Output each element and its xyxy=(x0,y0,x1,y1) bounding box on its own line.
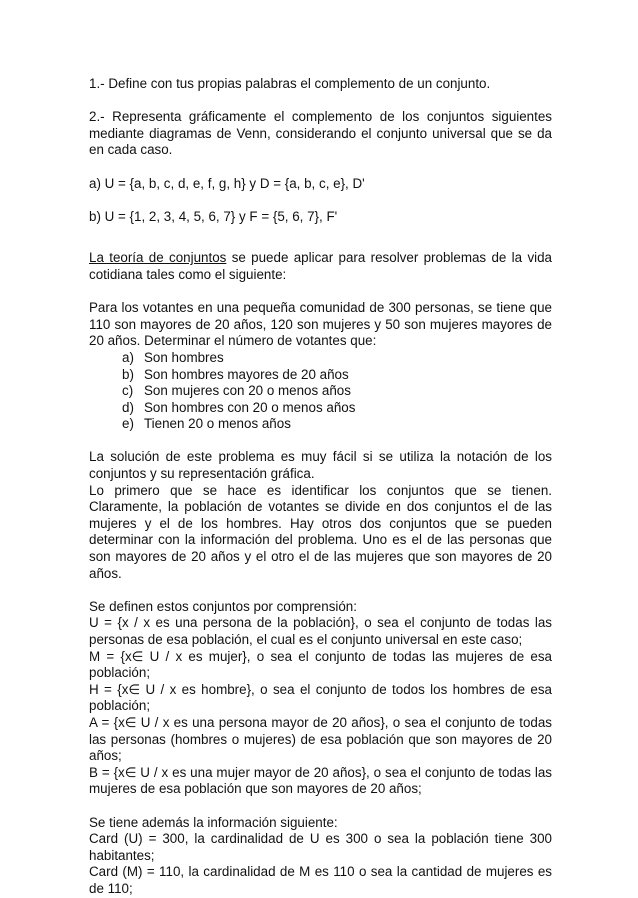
question-1: 1.- Define con tus propias palabras el complemento de un conjunto. xyxy=(89,76,491,91)
definitions-intro: Se definen estos conjuntos por comprensión: xyxy=(89,598,357,614)
card-m: Card (M) = 110, la cardinalidad de M es 110 o sea la cantidad de mujeres es de 110; xyxy=(89,864,552,896)
problem-statement: Para los votantes en una pequeña comunidad de 300 personas, se tiene que 110 son mayores de 20 años, 120 son mujeres y 50 son mujeres mayores de 20 años. Determinar el número de votantes que: xyxy=(89,300,552,349)
set-theory-link[interactable]: La teoría de conjuntos xyxy=(89,250,227,266)
intro-paragraph: La teoría de conjuntos se puede aplicar para resolver problemas de la vida cotidiana tales como el siguiente: xyxy=(89,250,553,282)
info-intro: Se tiene además la información siguiente: xyxy=(89,814,338,830)
problem-items xyxy=(89,350,552,433)
definition-a: A = {x∈ U / x es una persona mayor de 20 años}, o sea el conjunto de todas las personas (hombres o mujeres) de esa población que son mayores de 20 años; xyxy=(89,714,552,764)
list-item: b) Son hombres mayores de 20 años xyxy=(122,366,349,382)
definition-b: B = {x∈ U / x es una mujer mayor de 20 años}, o sea el conjunto de todas las mujeres de esa población que son mayores de 20 años; xyxy=(89,764,552,797)
question-2a: a) U = {a, b, c, d, e, f, g, h} y D = {a, b, c, e}, D' xyxy=(89,175,365,191)
list-item: a) Son hombres xyxy=(122,349,224,365)
list-item: d) Son hombres con 20 o menos años xyxy=(122,399,356,415)
definition-h: H = {x∈ U / x es hombre}, o sea el conjunto de todos los hombres de esa población; xyxy=(89,681,552,714)
first-step-paragraph: Lo primero que se hace es identificar los conjuntos que se tienen. Claramente, la población de votantes se divide en dos conjuntos el de las mujeres y el de los hombres. Hay otros dos conjuntos que se pueden determinar con la información del problema. Uno es el de las personas que son mayores de 20 años y el otro el de las mujeres que son mayores de 20 años. xyxy=(89,482,552,581)
solution-paragraph: La solución de este problema es muy fácil si se utiliza la notación de los conjuntos y su representación gráfica. xyxy=(89,449,552,482)
list-item: e) Tienen 20 o menos años xyxy=(122,416,291,432)
definition-u: U = {x / x es una persona de la población}, o sea el conjunto de todas las personas de esa población, el cual es el conjunto universal en este caso; xyxy=(89,615,552,647)
question-2b: b) U = {1, 2, 3, 4, 5, 6, 7} y F = {5, 6, 7}, F' xyxy=(89,208,338,224)
definition-m: M = {x∈ U / x es mujer}, o sea el conjunto de todas las mujeres de esa población; xyxy=(89,648,552,681)
question-2: 2.- Representa gráficamente el complemento de los conjuntos siguientes mediante diagramas de Venn, considerando el conjunto universal que se da en cada caso. xyxy=(89,109,552,158)
list-item: c) Son mujeres con 20 o menos años xyxy=(122,383,351,399)
card-u: Card (U) = 300, la cardinalidad de U es 300 o sea la población tiene 300 habitantes; xyxy=(89,831,552,863)
